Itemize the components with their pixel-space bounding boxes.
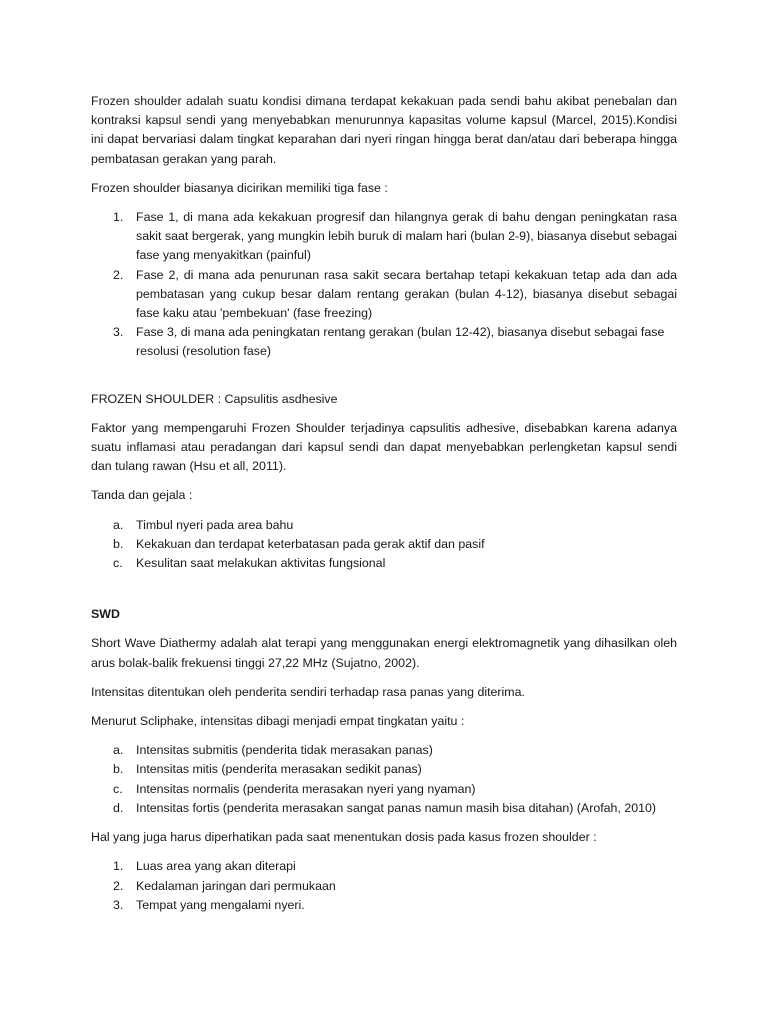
list-marker: 2. <box>113 267 124 282</box>
capsulitis-heading: FROZEN SHOULDER : Capsulitis asdhesive <box>91 391 338 406</box>
list-marker: 2. <box>113 878 124 893</box>
list-item <box>91 516 677 535</box>
list-marker: 1. <box>113 859 124 874</box>
list-item <box>91 741 677 760</box>
list-item-text: Fase 1, di mana ada kekakuan progresif dan hilangnya gerak di bahu dengan peningkatan rasa sakit saat bergerak, yang mungkin lebih buruk di malam hari (bulan 2-9), biasanya disebut sebagai fase yang menyakitkan (painful) <box>136 210 677 263</box>
list-item-text: Fase 3, di mana ada peningkatan rentang gerakan (bulan 12-42), biasanya disebut sebagai fase resolusi (resolution fase) <box>136 325 665 359</box>
list-item <box>91 535 677 554</box>
list-marker: a. <box>113 743 124 758</box>
dose-intro: Hal yang juga harus diperhatikan pada saat menentukan dosis pada kasus frozen shoulder : <box>91 830 597 845</box>
intensity-levels-intro: Menurut Scliphake, intensitas dibagi menjadi empat tingkatan yaitu : <box>91 714 465 729</box>
list-item <box>91 780 677 799</box>
list-item <box>91 208 677 266</box>
list-item <box>91 877 677 896</box>
list-item <box>91 896 677 915</box>
list-item-text: Intensitas fortis (penderita merasakan sangat panas namun masih bisa ditahan) (Arofah, 2010) <box>136 800 657 815</box>
list-item <box>91 323 677 361</box>
swd-heading: SWD <box>91 607 120 622</box>
list-marker: d. <box>113 800 124 815</box>
phases-list <box>91 208 677 362</box>
list-item-text: Intensitas mitis (penderita merasakan sedikit panas) <box>136 762 422 777</box>
symptoms-list <box>91 516 677 574</box>
list-item-text: Fase 2, di mana ada penurunan rasa sakit secara bertahap tetapi kekakuan tetap ada dan ada pembatasan yang cukup besar dalam rentang gerakan (bulan 4-12), biasanya disebut sebagai fase kaku atau 'pembekuan' (fase freezing) <box>136 267 677 321</box>
list-item-text: Kesulitan saat melakukan aktivitas fungsional <box>136 556 386 571</box>
list-item-text: Intensitas submitis (penderita tidak merasakan panas) <box>136 743 433 758</box>
list-marker: 3. <box>113 325 124 340</box>
list-marker: 1. <box>113 210 124 225</box>
list-item <box>91 266 677 324</box>
list-marker: b. <box>113 762 124 777</box>
intensity-paragraph: Intensitas ditentukan oleh penderita sendiri terhadap rasa panas yang diterima. <box>91 684 525 699</box>
intensity-list <box>91 741 677 818</box>
list-item-text: Luas area yang akan diterapi <box>136 859 296 874</box>
list-marker: 3. <box>113 897 124 912</box>
list-marker: c. <box>113 781 123 796</box>
capsulitis-paragraph: Faktor yang mempengaruhi Frozen Shoulder terjadinya capsulitis adhesive, disebabkan karena adanya suatu inflamasi atau peradangan dari kapsul sendi dan dapat menyebabkan perlengketan kapsul sendi dan tulang rawan (Hsu et all, 2011). <box>91 420 677 474</box>
list-item <box>91 554 677 573</box>
swd-paragraph: Short Wave Diathermy adalah alat terapi yang menggunakan energi elektromagnetik yang dihasilkan oleh arus bolak-balik frekuensi tinggi 27,22 MHz (Sujatno, 2002). <box>91 636 677 670</box>
list-item <box>91 857 677 876</box>
list-item <box>91 760 677 779</box>
intro-paragraph: Frozen shoulder adalah suatu kondisi dimana terdapat kekakuan pada sendi bahu akibat penebalan dan kontraksi kapsul sendi yang menyebabkan menurunnya kapasitas volume kapsul (Marcel, 2015).Kondisi ini dapat bervariasi dalam tingkat keparahan dari nyeri ringan hingga berat dan/atau dari beberapa hingga pembatasan gerakan yang parah. <box>91 94 677 166</box>
dose-factors-list <box>91 857 677 915</box>
list-item-text: Tempat yang mengalami nyeri. <box>136 897 305 912</box>
list-marker: c. <box>113 556 123 571</box>
document-page <box>91 92 677 925</box>
list-marker: b. <box>113 536 124 551</box>
list-marker: a. <box>113 517 124 532</box>
list-item-text: Kekakuan dan terdapat keterbatasan pada gerak aktif dan pasif <box>136 536 485 551</box>
list-item-text: Kedalaman jaringan dari permukaan <box>136 878 336 893</box>
phases-intro: Frozen shoulder biasanya dicirikan memiliki tiga fase : <box>91 180 388 195</box>
list-item-text: Timbul nyeri pada area bahu <box>136 517 294 532</box>
list-item <box>91 799 677 818</box>
list-item-text: Intensitas normalis (penderita merasakan nyeri yang nyaman) <box>136 781 476 796</box>
symptoms-intro: Tanda dan gejala : <box>91 488 193 503</box>
